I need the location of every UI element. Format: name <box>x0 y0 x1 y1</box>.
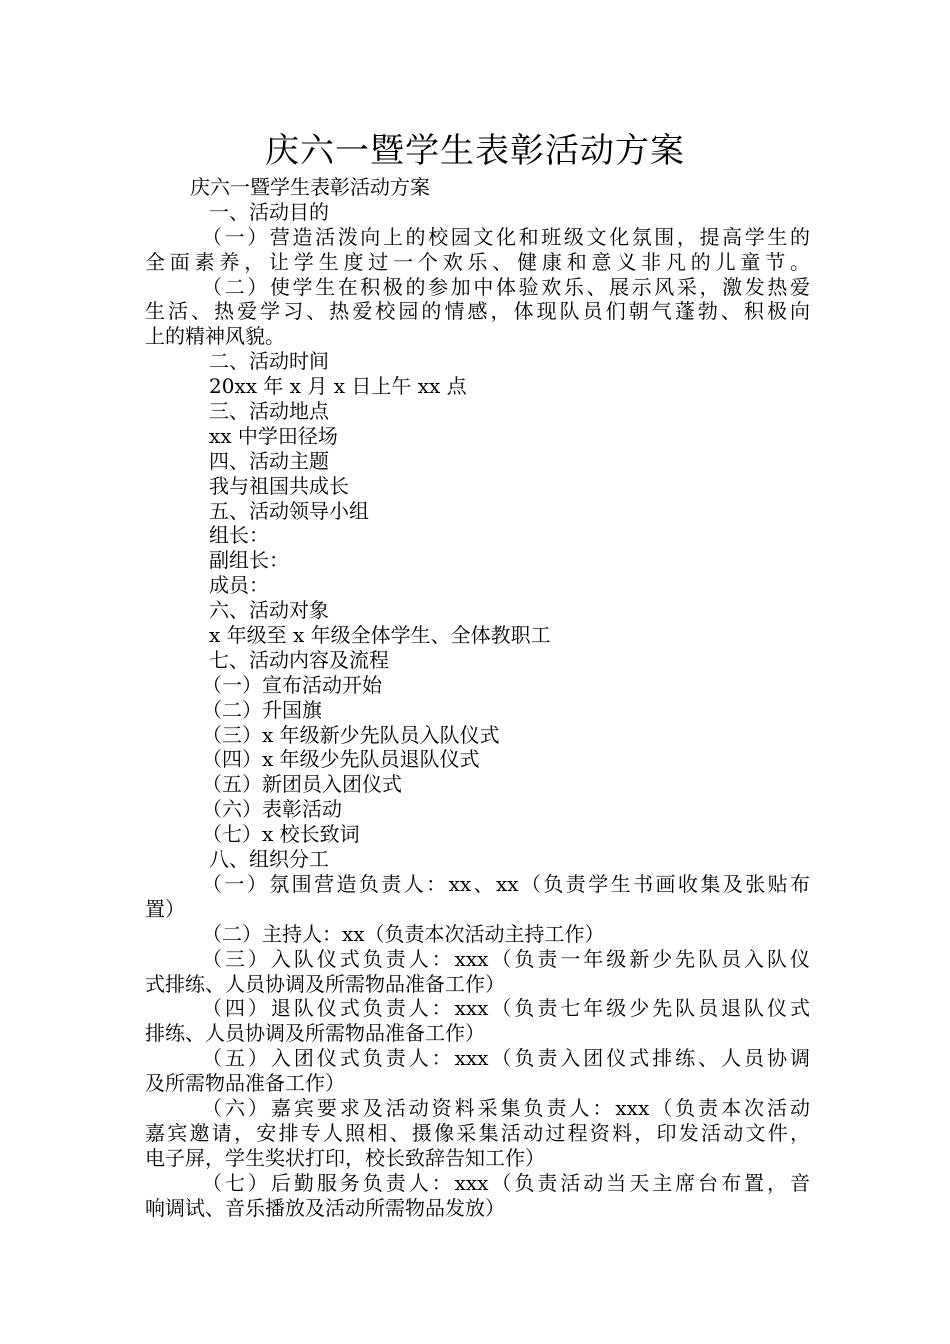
paragraph-line: 成员： <box>209 573 269 598</box>
paragraph-line: 嘉宾邀请，安排专人照相、摄像采集活动过程资料，印发活动文件， <box>145 1120 810 1145</box>
list-item: （四）x 年级少先队员退队仪式 <box>202 747 480 772</box>
paragraph-line: 副组长： <box>209 548 289 573</box>
paragraph-line: （六）嘉宾要求及活动资料采集负责人：xxx（负责本次活动 <box>202 1095 810 1120</box>
document-title: 庆六一暨学生表彰活动方案 <box>265 131 685 171</box>
paragraph-line: （七）后勤服务负责人：xxx（负责活动当天主席台布置，音 <box>202 1170 810 1195</box>
paragraph-line: 排练、人员协调及所需物品准备工作） <box>145 1021 485 1046</box>
paragraph-line: xx 中学田径场 <box>209 423 338 448</box>
paragraph-line: （四）退队仪式负责人：xxx（负责七年级少先队员退队仪式 <box>202 996 810 1021</box>
section-heading: 六、活动对象 <box>209 598 329 623</box>
paragraph-line: 式排练、人员协调及所需物品准备工作） <box>145 971 505 996</box>
paragraph-line: 置） <box>145 896 185 921</box>
paragraph-line: （五）入团仪式负责人：xxx（负责入团仪式排练、人员协调 <box>202 1046 810 1071</box>
section-heading: 二、活动时间 <box>209 349 329 374</box>
paragraph-line: 我与祖国共成长 <box>209 473 349 498</box>
list-item: （五）新团员入团仪式 <box>202 772 402 797</box>
section-heading: 三、活动地点 <box>209 399 329 424</box>
paragraph-line: （三）入队仪式负责人：xxx（负责一年级新少先队员入队仪 <box>202 946 810 971</box>
paragraph-line: 全面素养，让学生度过一个欢乐、健康和意义非凡的儿童节。 <box>145 249 810 274</box>
section-heading: 七、活动内容及流程 <box>209 647 389 672</box>
paragraph-line: 及所需物品准备工作） <box>145 1071 345 1096</box>
paragraph-line: （二）主持人：xx（负责本次活动主持工作） <box>202 921 605 946</box>
section-heading: 八、组织分工 <box>209 847 329 872</box>
list-item: （三）x 年级新少先队员入队仪式 <box>202 722 500 747</box>
list-item: （六）表彰活动 <box>202 797 342 822</box>
paragraph-line: 20xx 年 x 月 x 日上午 xx 点 <box>209 374 467 399</box>
list-item: （一）宣布活动开始 <box>202 672 382 697</box>
subtitle-line: 庆六一暨学生表彰活动方案 <box>190 175 430 199</box>
section-heading: 一、活动目的 <box>209 199 329 224</box>
paragraph-line: 生活、热爱学习、热爱校园的情感，体现队员们朝气蓬勃、积极向 <box>145 299 810 324</box>
section-heading: 四、活动主题 <box>209 448 329 473</box>
list-item: （七）x 校长致词 <box>202 822 360 847</box>
paragraph-line: 电子屏，学生奖状打印，校长致辞告知工作） <box>145 1145 545 1170</box>
paragraph-line: x 年级至 x 年级全体学生、全体教职工 <box>209 623 551 648</box>
list-item: （二）升国旗 <box>202 697 322 722</box>
section-heading: 五、活动领导小组 <box>209 498 369 523</box>
paragraph-line: 上的精神风貌。 <box>145 324 285 349</box>
paragraph-line: （一）氛围营造负责人：xx、xx（负责学生书画收集及张贴布 <box>202 871 810 896</box>
paragraph-line: 组长： <box>209 523 269 548</box>
paragraph-line: （二）使学生在积极的参加中体验欢乐、展示风采，激发热爱 <box>202 274 810 299</box>
paragraph-line: （一）营造活泼向上的校园文化和班级文化氛围，提高学生的 <box>202 224 810 249</box>
document-body <box>145 175 810 1220</box>
paragraph-line: 响调试、音乐播放及活动所需物品发放） <box>145 1195 505 1220</box>
